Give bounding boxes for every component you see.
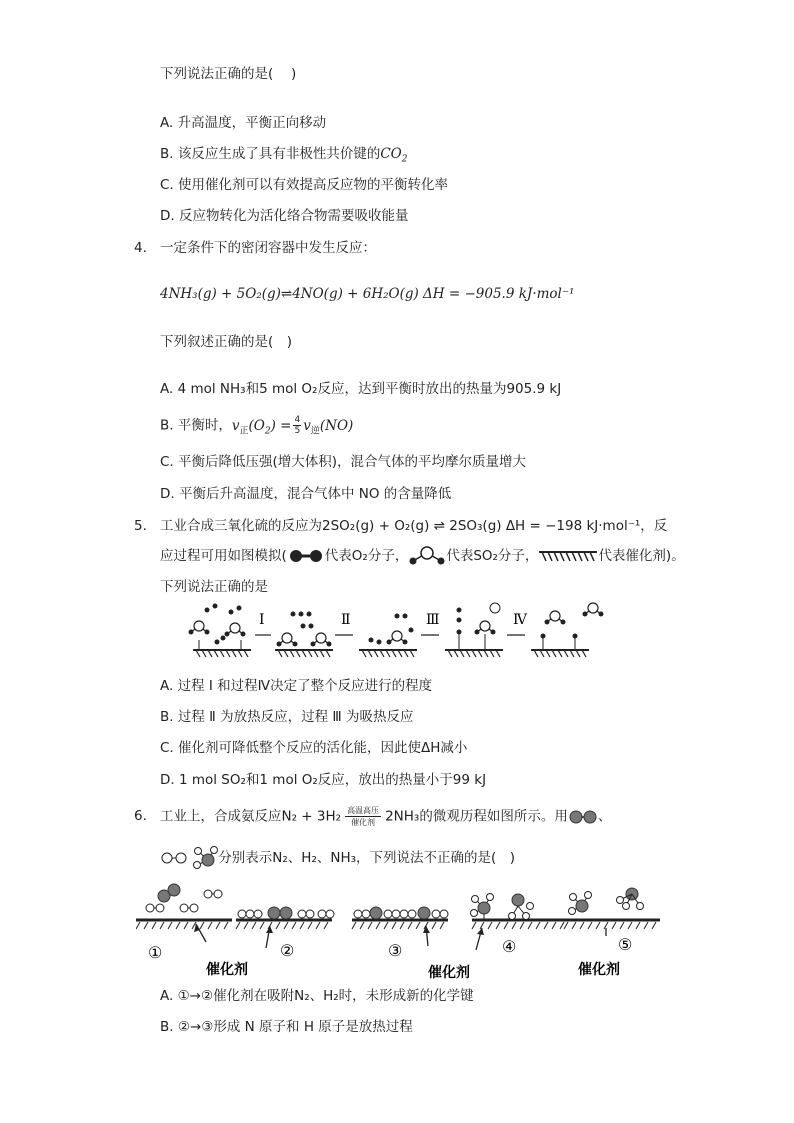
q5-line1: 工业合成三氧化硫的反应为2SO₂(g) + O₂(g) ⇌ 2SO₃(g) ΔH = −198 kJ·mol⁻¹，反	[160, 518, 668, 534]
co2-formula: $CO_2$	[380, 146, 408, 165]
q5-option-b[interactable]: B. 过程 Ⅱ 为放热反应，过程 Ⅲ 为吸热反应	[160, 709, 414, 725]
q5-question: 下列说法正确的是	[160, 579, 268, 595]
catalyst-label-2: 催化剂	[428, 965, 470, 981]
rate-expression: $v_正(O_2)$ =	[231, 417, 292, 437]
q6-line1-a: 工业上，合成氨反应N₂ + 3H₂	[160, 808, 342, 825]
q3-option-d[interactable]: D. 反应物转化为活化络合物需要吸收能量	[160, 208, 409, 224]
stage-label-4: ④	[502, 937, 517, 956]
q4-option-b[interactable]	[160, 415, 353, 441]
ammonia-process-figure	[136, 876, 660, 984]
stage-1	[275, 612, 333, 658]
catalyst-label-1: 催化剂	[206, 962, 248, 978]
q4-stem: 一定条件下的密闭容器中发生反应：	[160, 240, 376, 256]
q6-line1-c: 、	[597, 808, 612, 825]
q5-line2-a: 应过程可用如图模拟(	[160, 548, 287, 564]
q4-number: 4.	[134, 240, 147, 256]
q5-line2-c: 代表SO₂分子，	[446, 548, 539, 564]
q6-option-a[interactable]: A. ①→②催化剂在吸附N₂、H₂时，未形成新的化学键	[160, 988, 474, 1004]
q6-line2	[160, 846, 515, 870]
h2-molecule-icon	[160, 851, 188, 865]
o2-molecule-icon	[287, 549, 325, 563]
fraction-4-5: $\frac{4}{5}$	[294, 415, 301, 436]
stage-label-2: ②	[280, 941, 295, 960]
catalyst-label-3: 催化剂	[578, 962, 620, 978]
q5-option-d[interactable]: D. 1 mol SO₂和1 mol O₂反应，放出的热量小于99 kJ	[160, 772, 487, 788]
step-label-3: Ⅲ	[426, 612, 440, 628]
stage-label-1: ①	[148, 943, 163, 962]
q6-number: 6.	[134, 808, 147, 824]
q3-option-b-text: B. 该反应生成了具有非极性共价键的	[160, 146, 381, 162]
stage-4	[531, 603, 604, 657]
q4-option-a[interactable]: A. 4 mol NH₃和5 mol O₂反应，达到平衡时放出的热量为905.9 kJ	[160, 381, 562, 397]
reaction-condition-arrow: 高温高压 催化剂	[347, 806, 380, 827]
q4-option-b-text: B. 平衡时，	[160, 417, 232, 434]
ammonia-stage-4	[471, 894, 569, 957]
q6-line1	[160, 806, 611, 827]
rate-expression-right: $v_逆(NO)$	[303, 417, 354, 437]
stage-label-5: ⑤	[618, 935, 633, 954]
ammonia-stage-1	[136, 884, 232, 962]
nh3-molecule-icon	[192, 846, 218, 870]
q3-stem: 下列说法正确的是( )	[160, 66, 297, 82]
q5-line2-d: 代表催化剂)。	[598, 548, 685, 564]
step-label-2: Ⅱ	[341, 612, 351, 628]
q3-option-b[interactable]	[160, 144, 407, 170]
step-label-1: Ⅰ	[259, 612, 265, 628]
stage-3	[445, 603, 503, 657]
q6-line1-b: 2NH₃的微观历程如图所示。用	[385, 808, 568, 825]
catalyst-icon	[538, 550, 598, 562]
q3-option-c[interactable]: C. 使用催化剂可以有效提高反应物的平衡转化率	[160, 177, 449, 193]
q5-option-a[interactable]: A. 过程 Ⅰ 和过程Ⅳ决定了整个反应进行的程度	[160, 678, 433, 694]
stage-2	[359, 614, 417, 658]
ammonia-stage-5	[564, 888, 660, 954]
q3-option-a[interactable]: A. 升高温度，平衡正向移动	[160, 115, 327, 131]
q6-option-b[interactable]: B. ②→③形成 N 原子和 H 原子是放热过程	[160, 1019, 413, 1035]
q6-line2-text: 分别表示N₂、H₂、NH₃，下列说法不正确的是( )	[218, 850, 516, 866]
q5-number: 5.	[134, 518, 147, 534]
q5-line2-b: 代表O₂分子，	[324, 548, 409, 564]
so2-process-figure	[183, 598, 613, 668]
step-label-4: Ⅳ	[513, 612, 527, 628]
stage-label-3: ③	[388, 941, 403, 960]
q4-equation: 4NH₃(g) + 5O₂(g)⇌4NO(g) + 6H₂O(g) ΔH = −905.9 kJ·mol⁻¹	[160, 286, 575, 302]
q4-question: 下列叙述正确的是( )	[160, 334, 293, 350]
q4-option-d[interactable]: D. 平衡后升高温度，混合气体中 NO 的含量降低	[160, 486, 452, 502]
ammonia-stage-3	[352, 907, 448, 960]
ammonia-stage-2	[236, 907, 334, 960]
q5-option-c[interactable]: C. 催化剂可降低整个反应的活化能，因此使ΔH减小	[160, 740, 468, 756]
n2-molecule-icon	[568, 810, 598, 824]
so2-molecule-icon	[408, 546, 446, 566]
stage-initial	[189, 604, 252, 658]
q5-line2	[160, 546, 685, 566]
q4-option-c[interactable]: C. 平衡后降低压强(增大体积)，混合气体的平均摩尔质量增大	[160, 454, 527, 470]
